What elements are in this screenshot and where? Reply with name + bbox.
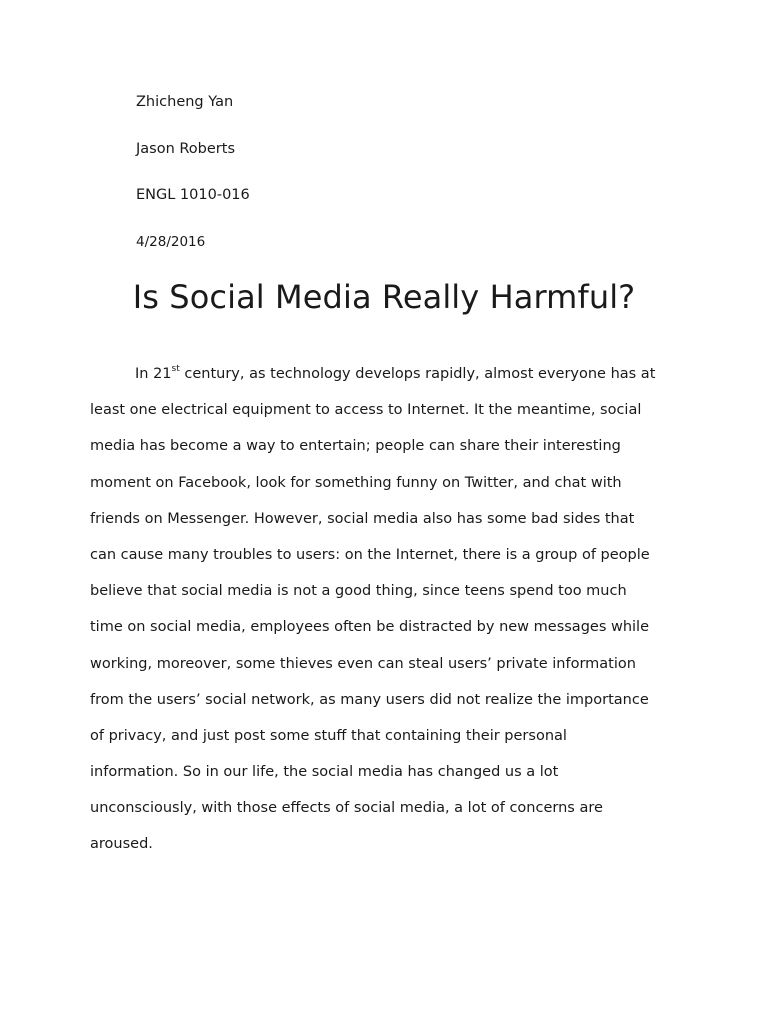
author-name: Zhicheng Yan <box>136 94 234 110</box>
paragraph-line: unconsciously, with those effects of social media, a lot of concerns are <box>90 800 603 817</box>
paragraph-line: least one electrical equipment to access to Internet. It the meantime, social <box>90 402 642 419</box>
document-title: Is Social Media Really Harmful? <box>132 278 636 316</box>
paragraph-line <box>90 356 690 392</box>
paragraph-line: media has become a way to entertain; people can share their interesting <box>90 438 621 455</box>
paragraph-line: from the users’ social network, as many users did not realize the importance <box>90 691 649 708</box>
paragraph-line: time on social media, employees often be distracted by new messages while <box>90 619 650 636</box>
body-paragraph <box>90 356 690 863</box>
paragraph-line: of privacy, and just post some stuff that containing their personal <box>90 727 567 744</box>
course-name: ENGL 1010-016 <box>136 187 250 203</box>
paragraph-line: believe that social media is not a good thing, since teens spend too much <box>90 583 627 600</box>
paragraph-line: working, moreover, some thieves even can steal users’ private information <box>90 655 636 672</box>
paragraph-line: aroused. <box>90 836 153 853</box>
mla-heading <box>136 92 696 278</box>
paragraph-text: century, as technology develops rapidly, almost everyone has at <box>179 366 656 382</box>
date: 4/28/2016 <box>136 233 206 250</box>
instructor-name: Jason Roberts <box>136 140 236 157</box>
paragraph-line: information. So in our life, the social media has changed us a lot <box>90 764 559 781</box>
paragraph-line: friends on Messenger. However, social media also has some bad sides that <box>90 510 635 527</box>
ordinal-suffix: st <box>171 364 180 375</box>
paragraph-line: moment on Facebook, look for something funny on Twitter, and chat with <box>90 474 622 491</box>
paragraph-text: In 21 <box>135 366 172 382</box>
paragraph-line: can cause many troubles to users: on the Internet, there is a group of people <box>90 546 650 563</box>
